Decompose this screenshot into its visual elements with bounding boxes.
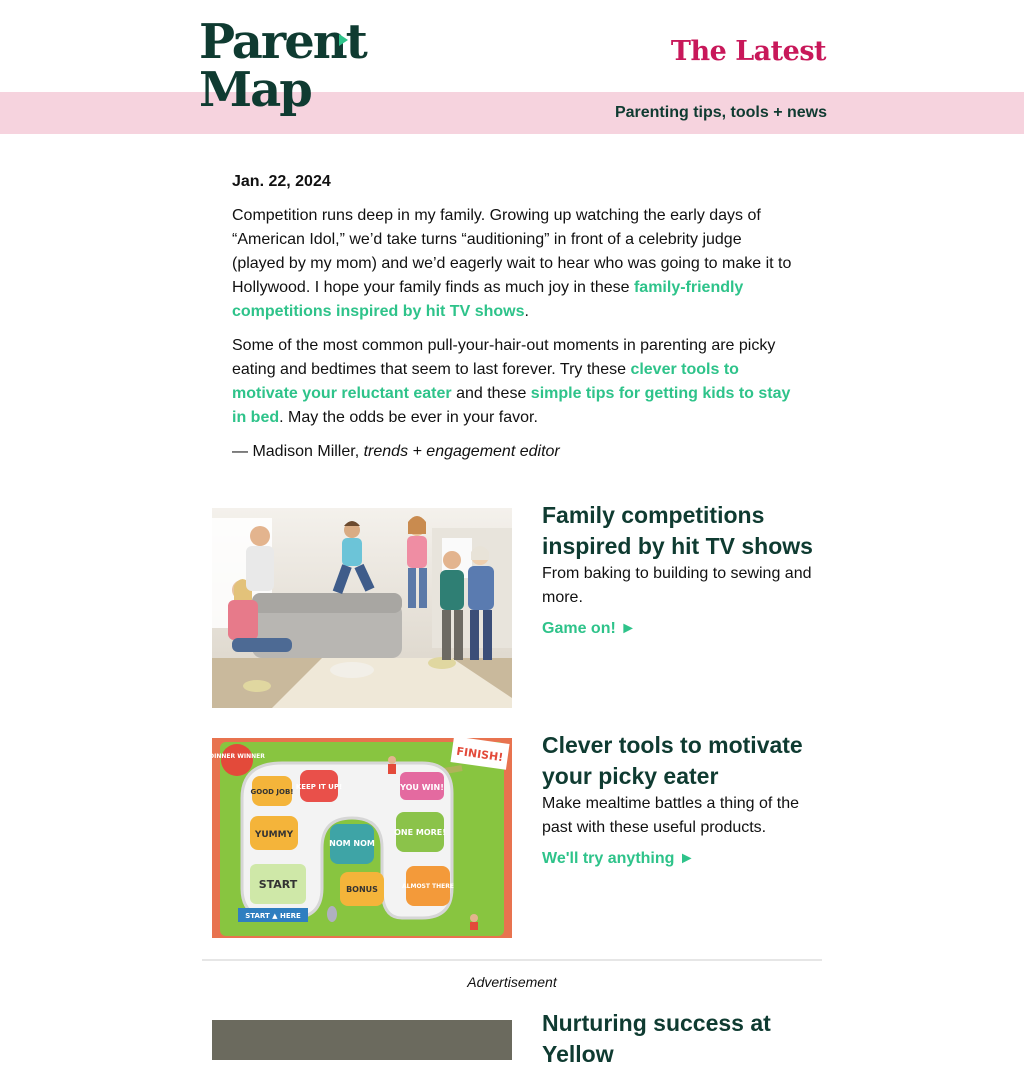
link-clever-tools[interactable]: clever tools to motivate your reluctant eater [232,361,739,402]
tagline-band [0,92,1024,134]
family-jumping-photo[interactable] [212,508,512,708]
dinner-plate-illustration [209,738,512,938]
plate-yummy-label: YUMMY [254,830,294,840]
ad-divider [202,959,822,961]
family-photo-illustration [212,508,512,708]
logo-line-2: Map [199,62,311,118]
intro-text: . [524,303,529,320]
sponsored-photo[interactable] [212,1020,512,1060]
editor-signature [232,440,797,464]
logo-line-1: Parent [199,14,366,70]
tagline: Parenting tips, tools + news [614,104,827,121]
editor-name: — Madison Miller, [232,443,360,460]
plate-finish-label: FINISH! [455,744,504,765]
plate-keep-it-up-label: KEEP IT UP! [295,783,343,791]
plate-good-job-label: GOOD JOB! [250,788,294,796]
intro-text: and these [451,385,531,402]
dinner-winner-plate-photo[interactable] [209,738,512,938]
plate-start-here-label: START ▲ HERE [245,912,301,920]
link-bedtime-tips[interactable]: simple tips for getting kids to stay in bed [232,385,791,426]
game-on-link[interactable]: Game on! ► [542,620,637,637]
article-card-family-competitions [212,502,822,708]
intro-text: . May the odds be ever in your favor. [279,409,538,426]
editor-intro [232,170,797,474]
plate-bonus-label: BONUS [346,885,378,894]
newsletter-title: The Latest [670,36,826,67]
plate-you-win-label: YOU WIN! [400,783,444,792]
intro-paragraph-1 [232,204,797,324]
article-description: From baking to building to sewing and more. [542,565,812,606]
plate-nom-nom-label: NOM NOM [329,839,375,848]
plate-almost-there-label: ALMOST THERE [402,883,454,890]
issue-date: Jan. 22, 2024 [232,173,331,190]
plate-start-label: START [258,878,298,891]
article-text [542,500,827,638]
try-anything-link[interactable]: We'll try anything ► [542,850,695,867]
article-description: Make mealtime battles a thing of the past with these useful products. [542,795,800,836]
plate-one-more-label: ONE MORE! [394,828,446,837]
article-title[interactable]: Clever tools to motivate your picky eater [542,732,803,789]
plate-dinner-label: DINNER WINNER [209,753,265,760]
article-title[interactable]: Family competitions inspired by hit TV shows [542,502,813,559]
link-family-competitions[interactable]: family-friendly competitions inspired by hit TV shows [232,279,744,320]
intro-paragraph-2 [232,334,797,430]
parentmap-logo[interactable] [199,14,366,122]
advertisement-label: Advertisement [467,974,557,990]
editor-title: trends + engagement editor [359,443,560,460]
article-text [542,730,827,868]
article-card-picky-eater [209,732,822,938]
intro-text: Some of the most common pull-your-hair-out moments in parenting are picky eating and bedtimes that seem to last forever. Try these [232,337,776,378]
intro-text: Competition runs deep in my family. Growing up watching the early days of “American Idol,” we’d take turns “auditioning” in front of a celebrity judge (played by my mom) and we’d eagerly wait to hear who was going to make it to Hollywood. I hope your family finds as much joy in these [232,207,792,296]
logo-play-icon [339,34,348,46]
sponsored-article-title[interactable]: Nurturing success at Yellow [542,1010,771,1067]
